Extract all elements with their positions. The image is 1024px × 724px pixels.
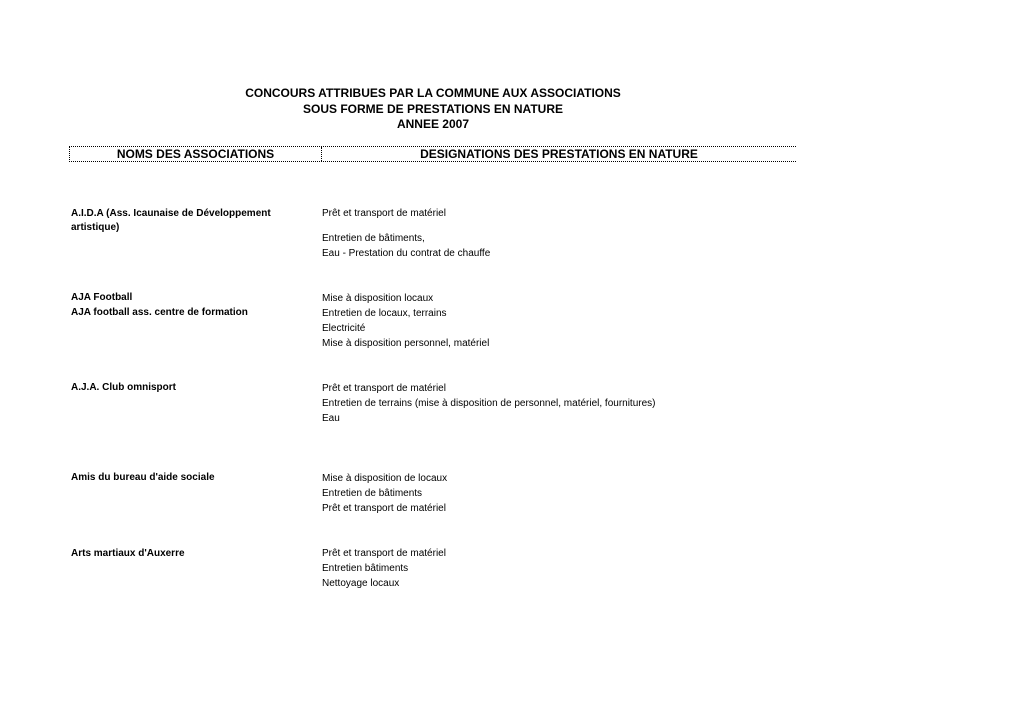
prestation-item: Prêt et transport de matériel	[322, 548, 446, 559]
prestation-item: Entretien de bâtiments	[322, 488, 423, 499]
prestation-item: Electricité	[322, 323, 366, 334]
prestation-item: Prêt et transport de matériel	[322, 208, 446, 219]
prestation-item: Mise à disposition locaux	[322, 293, 434, 304]
title-line-1: CONCOURS ATTRIBUES PAR LA COMMUNE AUX ASSOCIATIONS	[245, 86, 621, 100]
header-designations: DESIGNATIONS DES PRESTATIONS EN NATURE	[420, 147, 698, 161]
document-title	[0, 86, 866, 133]
prestation-item: Mise à disposition personnel, matériel	[322, 338, 490, 349]
association-name: AJA Football	[71, 292, 133, 303]
prestation-item: Entretien bâtiments	[322, 563, 409, 574]
association-name: A.I.D.A (Ass. Icaunaise de Développement artistique)	[71, 208, 271, 233]
prestation-item: Eau - Prestation du contrat de chauffe	[322, 248, 491, 259]
header-names: NOMS DES ASSOCIATIONS	[70, 147, 322, 161]
prestation-item: Entretien de bâtiments,	[322, 233, 425, 244]
prestation-item: Mise à disposition de locaux	[322, 473, 448, 484]
prestation-item: Prêt et transport de matériel	[322, 383, 446, 394]
association-name: A.J.A. Club omnisport	[71, 382, 176, 393]
title-line-2: SOUS FORME DE PRESTATIONS EN NATURE	[302, 101, 563, 116]
prestation-item: Prêt et transport de matériel	[322, 503, 446, 514]
association-name: AJA football ass. centre de formation	[71, 307, 248, 318]
prestation-item: Entretien de locaux, terrains	[322, 308, 447, 319]
table-header	[69, 146, 796, 162]
prestation-item: Nettoyage locaux	[322, 578, 400, 589]
title-line-3: ANNEE 2007	[396, 117, 470, 131]
prestation-item: Eau	[322, 413, 340, 424]
association-name: Arts martiaux d'Auxerre	[71, 548, 185, 559]
association-name: Amis du bureau d'aide sociale	[71, 472, 215, 483]
prestation-item: Entretien de terrains (mise à disposition de personnel, matériel, fournitures)	[322, 398, 656, 409]
